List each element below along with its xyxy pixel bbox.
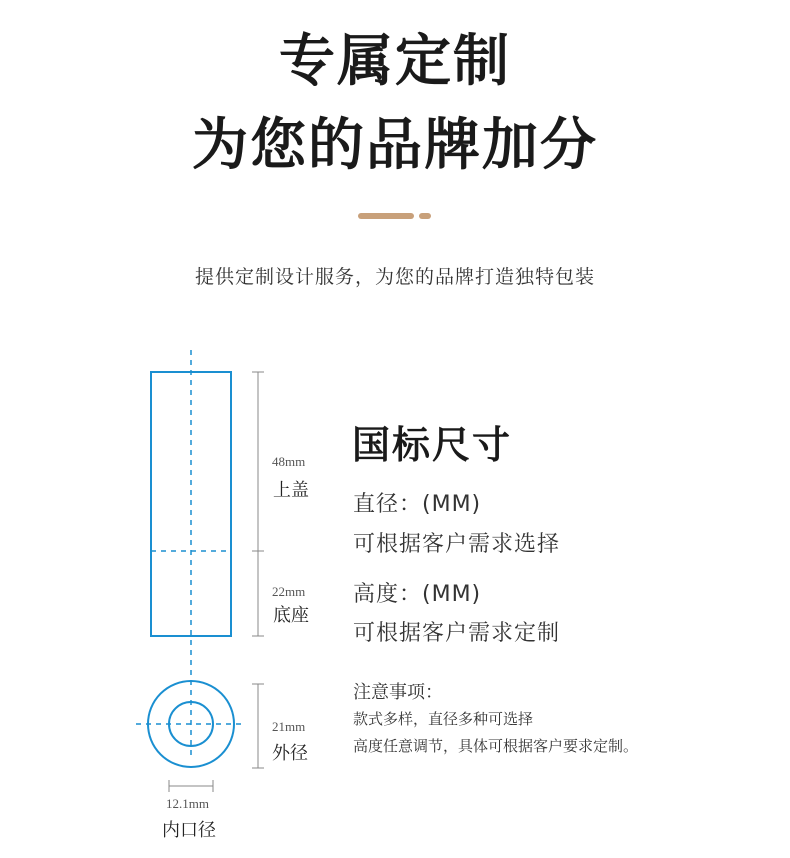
inner-name-label: 内口径 xyxy=(162,820,216,841)
lid-name-label: 上盖 xyxy=(273,480,309,501)
base-name-label: 底座 xyxy=(273,605,309,626)
hero-title-line-1: 专属定制 xyxy=(279,29,511,94)
height-desc: 可根据客户需求定制 xyxy=(353,621,561,646)
outer-size-label: 21mm xyxy=(272,719,306,734)
diameter-label: 直径：(MM) xyxy=(353,492,482,517)
base-size-label: 22mm xyxy=(272,584,306,599)
inner-size-label: 12.1mm xyxy=(166,796,209,811)
accent-bar-long xyxy=(358,213,414,219)
hero-title-line-2: 为您的品牌加分 xyxy=(192,113,598,178)
hero-subtitle: 提供定制设计服务，为您的品牌打造独特包装 xyxy=(194,266,595,288)
note-item: 款式多样，直径多种可选择 xyxy=(353,710,534,728)
spec-title: 国标尺寸 xyxy=(352,423,513,467)
outer-name-label: 外径 xyxy=(272,743,308,764)
note-item: 高度任意调节，具体可根据客户要求定制。 xyxy=(353,737,639,755)
diameter-desc: 可根据客户需求选择 xyxy=(353,532,561,557)
accent-bar-short xyxy=(419,213,431,219)
height-label: 高度：(MM) xyxy=(353,582,482,607)
lid-size-label: 48mm xyxy=(272,454,306,469)
notes-title: 注意事项： xyxy=(353,682,443,703)
